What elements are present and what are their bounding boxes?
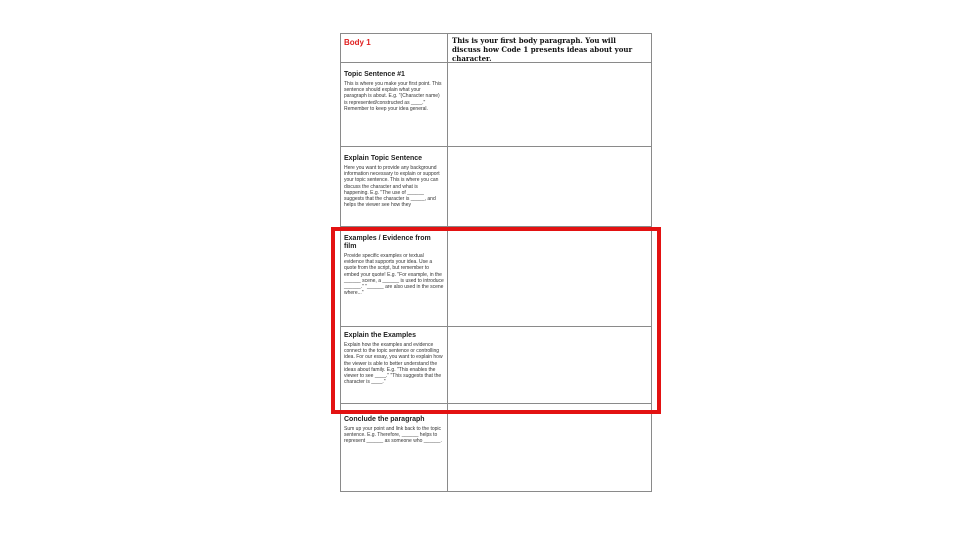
header-left-cell <box>341 34 448 62</box>
table-row-conclude <box>341 404 651 491</box>
answer-cell[interactable] <box>448 404 651 491</box>
section-instructions: Here you want to provide any background information necessary to explain or support your topic sentence. This is where you can discuss the character and what is happening. E.g. "The use of ______ suggests that the character is _____, and helps the viewer see how they <box>344 165 440 209</box>
table-row-topic-sentence <box>341 63 651 147</box>
intro-text: This is your first body paragraph. You will discuss how Code 1 presents ideas about your character. <box>452 36 633 63</box>
section-cell <box>341 147 448 226</box>
section-title: Explain the Examples <box>344 332 416 339</box>
section-title: Conclude the paragraph <box>344 416 425 423</box>
highlight-box <box>331 227 661 414</box>
section-instructions: Explain how the examples and evidence connect to the topic sentence or controlling idea. For our essay, you want to explain how the viewer is able to better understand the ideas about family. E.g. "This enables the viewer to see ____." "This suggests that the character is ____." <box>344 342 443 386</box>
section-instructions: Sum up your point and link back to the topic sentence. E.g. Therefore, ______ helps to represent ______ as someone who ______. <box>344 426 442 445</box>
section-cell <box>341 63 448 146</box>
section-title: Topic Sentence #1 <box>344 71 405 78</box>
table-row-explain-topic <box>341 147 651 227</box>
table-row-header <box>341 34 651 63</box>
section-title: Explain Topic Sentence <box>344 155 423 162</box>
section-cell <box>341 404 448 491</box>
answer-cell[interactable] <box>448 147 651 226</box>
header-right-cell <box>448 34 651 62</box>
section-title: Examples / Evidence from film <box>344 235 431 250</box>
body-1-title: Body 1 <box>344 38 371 47</box>
answer-cell[interactable] <box>448 63 651 146</box>
section-instructions: This is where you make your first point. This sentence should explain what your paragraph is about. E.g. "(Character name) is represented/constructed as ____." Remember to keep your idea general. <box>344 81 442 112</box>
section-instructions: Provide specific examples or textual evidence that supports your idea. Use a quote from the script, but remember to embed your quote! E.g. "For example, in the ______ scene, a ______ is used to introduce ______." "______ are also used in the scene where..." <box>344 253 444 297</box>
